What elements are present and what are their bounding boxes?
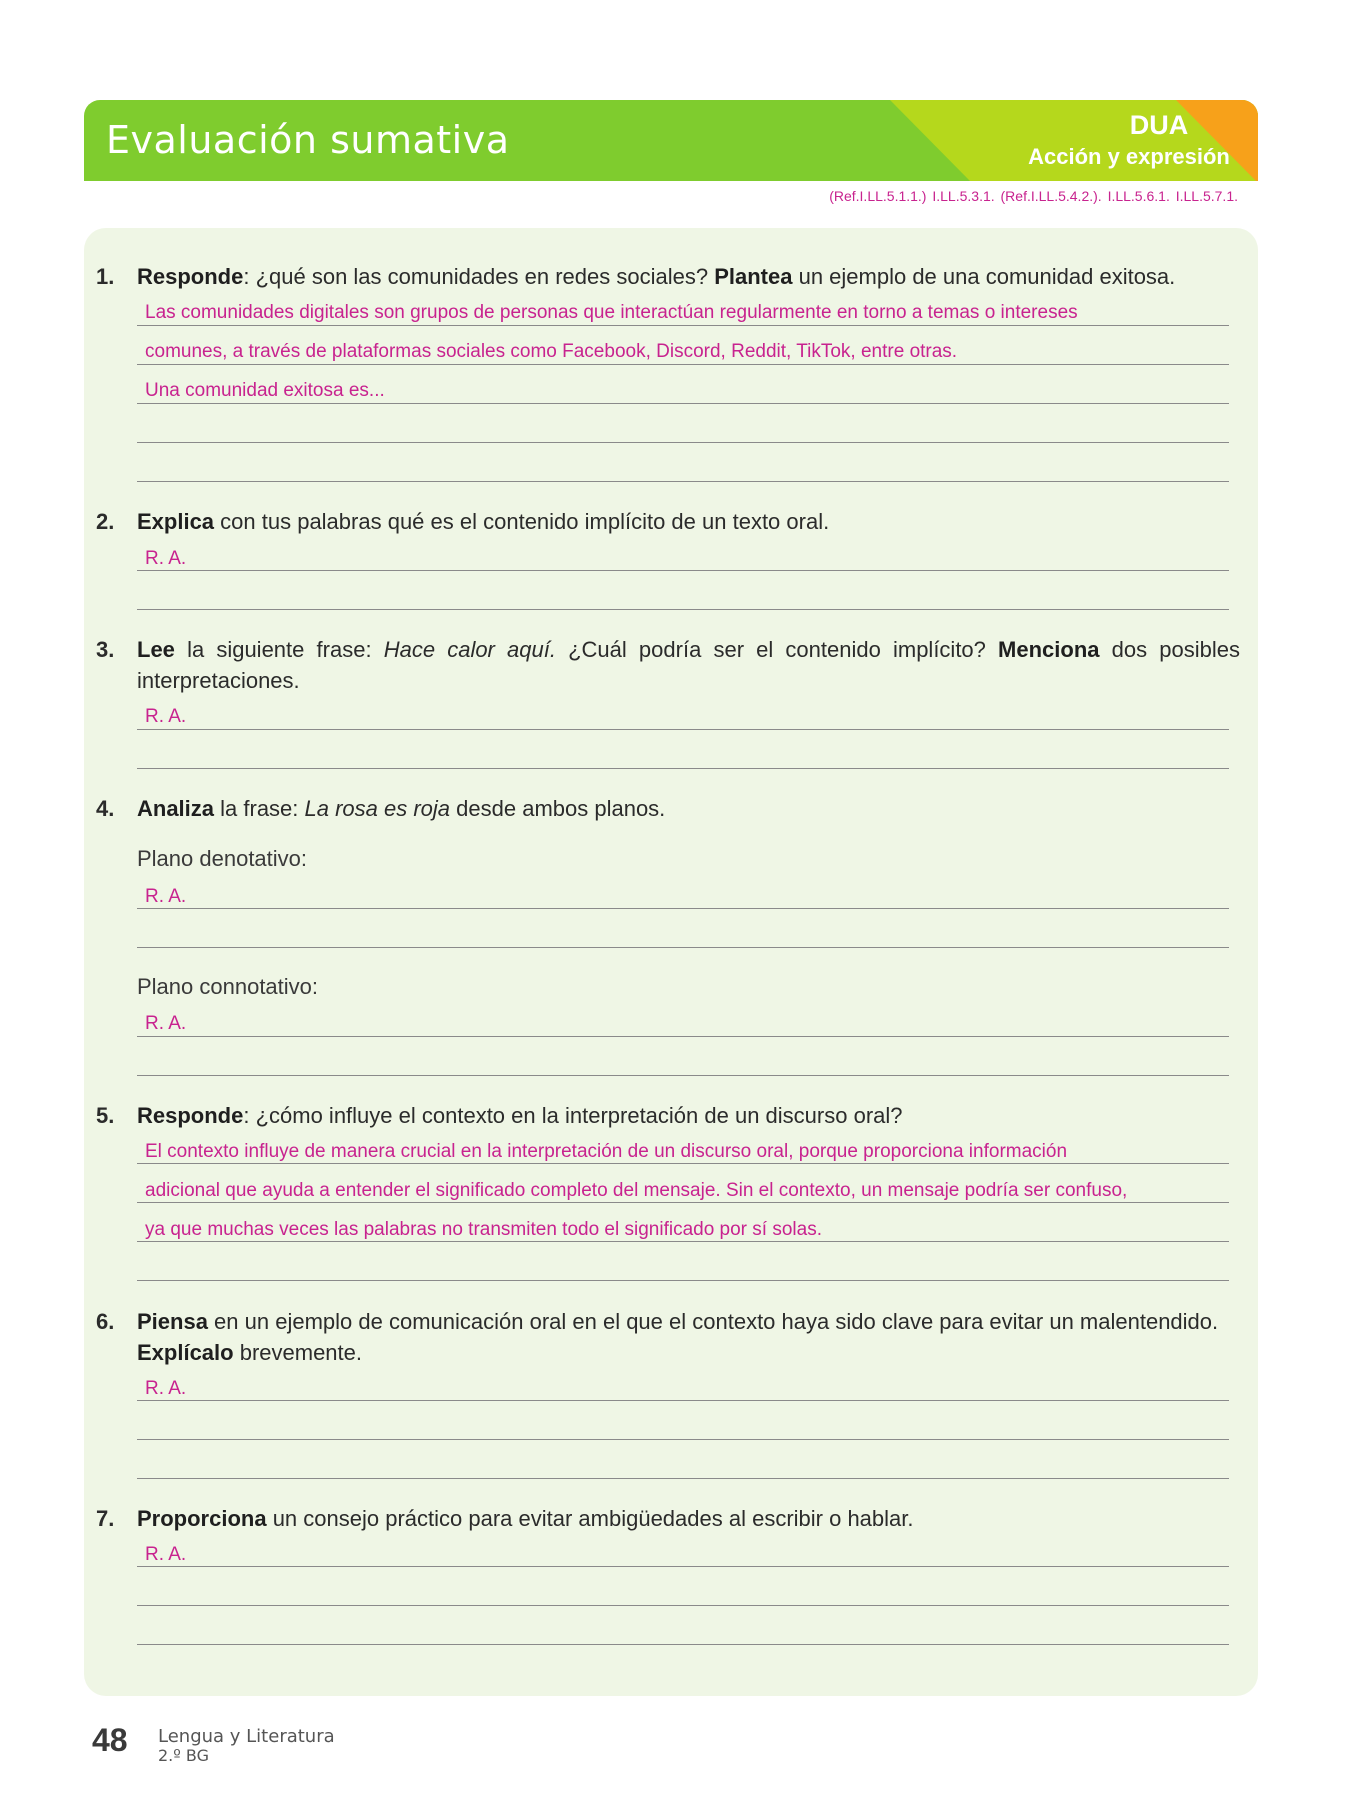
- question-number: 3.: [96, 637, 115, 662]
- answer-text: ya que muchas veces las palabras no transmiten todo el significado por sí solas.: [145, 1219, 822, 1240]
- question-number: 6.: [96, 1309, 115, 1334]
- question-text: Analiza la frase: La rosa es roja desde ambos planos.: [137, 796, 666, 821]
- question-text: Responde: ¿cómo influye el contexto en la interpretación de un discurso oral?: [137, 1103, 903, 1128]
- answer-text: Las comunidades digitales son grupos de personas que interactúan regularmente en torno a temas o intereses: [145, 302, 1078, 323]
- question-number: 4.: [96, 796, 115, 821]
- answer-text: R. A.: [145, 1013, 187, 1034]
- answer-line[interactable]: [137, 1566, 1229, 1567]
- answer-line[interactable]: [137, 1163, 1229, 1164]
- answer-line[interactable]: [137, 1605, 1229, 1606]
- question-number: 5.: [96, 1103, 115, 1128]
- answer-line[interactable]: [137, 325, 1229, 326]
- answer-line[interactable]: [137, 1478, 1229, 1479]
- question-text: Explica con tus palabras qué es el contenido implícito de un texto oral.: [137, 509, 830, 534]
- curriculum-references: (Ref.I.LL.5.1.1.) I.LL.5.3.1. (Ref.I.LL.5.4.2.). I.LL.5.6.1. I.LL.5.7.1.: [829, 188, 1238, 204]
- header-banner: [84, 100, 1258, 181]
- footer-subject: Lengua y Literatura: [158, 1726, 335, 1747]
- answer-line[interactable]: [137, 947, 1229, 948]
- page-number: 48: [92, 1722, 128, 1758]
- answer-line[interactable]: [137, 1075, 1229, 1076]
- answer-text: comunes, a través de plataformas sociales como Facebook, Discord, Reddit, TikTok, entre otras.: [145, 341, 958, 362]
- question-text: Proporciona un consejo práctico para evitar ambigüedades al escribir o hablar.: [137, 1506, 914, 1531]
- answer-text: R. A.: [145, 706, 187, 727]
- answer-line[interactable]: [137, 364, 1229, 365]
- answer-text: R. A.: [145, 548, 187, 569]
- dua-subtitle: Acción y expresión: [1028, 144, 1230, 169]
- answer-line[interactable]: [137, 1280, 1229, 1281]
- questions-panel: [84, 228, 1258, 1696]
- question-number: 7.: [96, 1506, 115, 1531]
- question-number: 2.: [96, 509, 115, 534]
- dua-title: DUA: [1129, 110, 1189, 140]
- answer-line[interactable]: [137, 1241, 1229, 1242]
- answer-text: R. A.: [145, 1378, 187, 1399]
- answer-line[interactable]: [137, 570, 1229, 571]
- footer-grade: 2.º BG: [158, 1746, 209, 1765]
- answer-text: R. A.: [145, 886, 187, 907]
- answer-line[interactable]: [137, 609, 1229, 610]
- answer-line[interactable]: [137, 403, 1229, 404]
- question-text: Lee la siguiente frase: Hace calor aquí. ¿Cuál podría ser el contenido implícito? Menciona dos posibles interpretaciones.: [137, 637, 1240, 693]
- answer-line[interactable]: [137, 481, 1229, 482]
- page-title: Evaluación sumativa: [106, 118, 510, 162]
- answer-line[interactable]: [137, 1400, 1229, 1401]
- answer-line[interactable]: [137, 442, 1229, 443]
- answer-line[interactable]: [137, 768, 1229, 769]
- answer-line[interactable]: [137, 1644, 1229, 1645]
- answer-line[interactable]: [137, 1202, 1229, 1203]
- answer-text: adicional que ayuda a entender el significado completo del mensaje. Sin el contexto, un mensaje podría ser confuso,: [145, 1180, 1128, 1201]
- question-text: Piensa en un ejemplo de comunicación oral en el que el contexto haya sido clave para evitar un malentendido. Explícalo brevemente.: [137, 1309, 1219, 1365]
- answer-text: Una comunidad exitosa es...: [145, 380, 385, 401]
- question-number: 1.: [96, 264, 115, 289]
- answer-line[interactable]: [137, 908, 1229, 909]
- denotative-label: Plano denotativo:: [137, 846, 308, 871]
- answer-text: El contexto influye de manera crucial en la interpretación de un discurso oral, porque proporciona información: [145, 1141, 1068, 1162]
- connotative-label: Plano connotativo:: [137, 974, 319, 999]
- answer-line[interactable]: [137, 1439, 1229, 1440]
- answer-line[interactable]: [137, 729, 1229, 730]
- answer-line[interactable]: [137, 1036, 1229, 1037]
- question-text: Responde: ¿qué son las comunidades en redes sociales? Plantea un ejemplo de una comunidad exitosa.: [137, 264, 1176, 289]
- answer-text: R. A.: [145, 1544, 187, 1565]
